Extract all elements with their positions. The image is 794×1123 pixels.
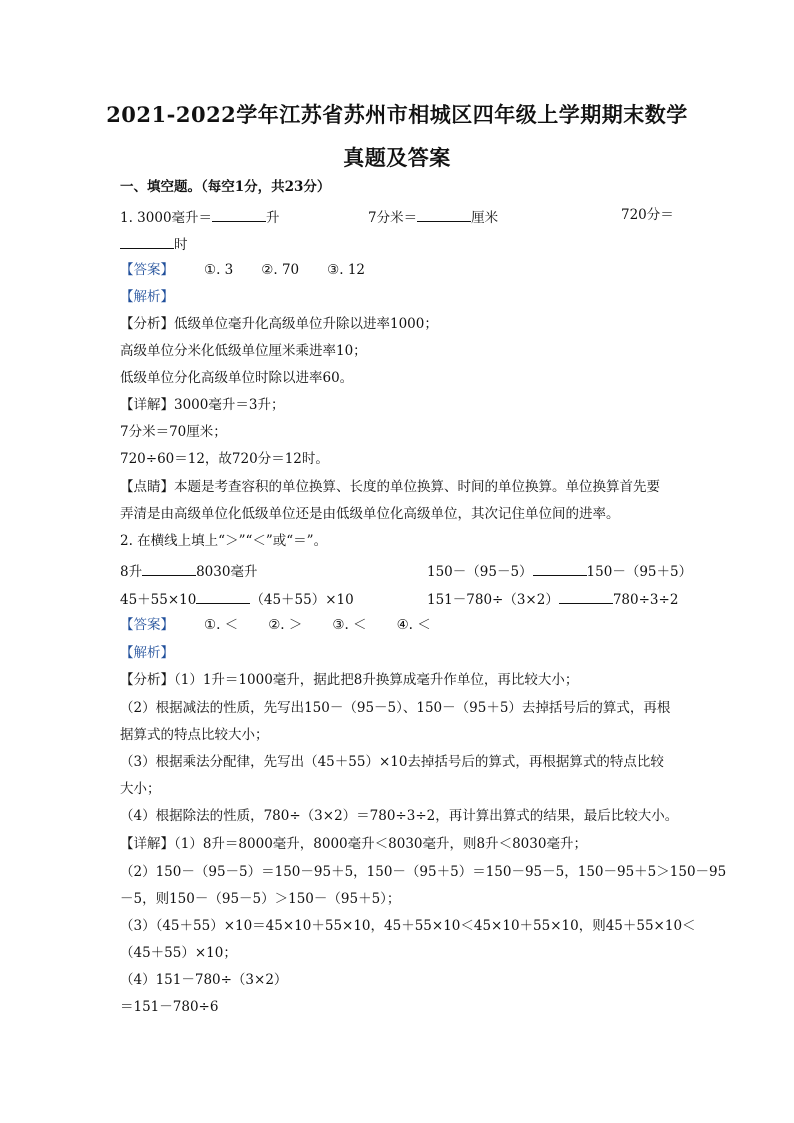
q1-part-a-unit: 升 (266, 210, 280, 226)
q2-row1-a (120, 563, 257, 580)
analysis-text: （1）1升＝1000毫升，据此把8升换算成毫升作单位，再比较大小； (174, 672, 579, 688)
analysis-line (120, 318, 438, 332)
q2-expr: 45＋55×10 (120, 592, 197, 608)
answer-1: ①. ＜ (204, 617, 239, 633)
analysis-line: （2）根据减法的性质，先写出150－（95－5）、150－（95＋5）去掉括号后的算式，再根 (120, 700, 671, 716)
section-heading: 一、填空题。（每空1分，共23分） (120, 179, 331, 195)
question-1-row (120, 209, 280, 226)
q1-answer-row (120, 264, 365, 278)
q1-part-c-unit: 时 (174, 237, 188, 253)
detail-line: （45＋55）×10； (120, 945, 237, 961)
answer-2: ②. 70 (261, 262, 300, 278)
detail-line: 720÷60＝12，故720分＝12时。 (120, 451, 329, 467)
dianjing-text: 本题是考查容积的单位换算、长度的单位换算、时间的单位换算。单位换算首先要 (174, 479, 660, 495)
answer-blank (417, 209, 471, 222)
q2-row1-b (427, 563, 692, 580)
question-1-part-c-continued (120, 236, 188, 253)
answer-blank (120, 236, 174, 249)
q1-part-c-text: 720分＝ (621, 207, 674, 223)
detail-text: 3000毫升＝3升； (174, 397, 285, 413)
q2-row2-a (120, 591, 354, 608)
answer-blank (196, 591, 250, 604)
q2-expr: 780÷3÷2 (612, 592, 679, 608)
q2-expr: 151－780÷（3×2） (427, 592, 559, 608)
detail-line (120, 838, 587, 852)
q2-expr: 150－（95＋5） (586, 564, 693, 580)
answer-blank (212, 209, 266, 222)
detail-line (120, 399, 284, 413)
dianjing-line: 弄清是由高级单位化低级单位还是由低级单位化高级单位，其次记住单位间的进率。 (120, 506, 620, 522)
answer-blank (559, 591, 613, 604)
analysis-label: 【分析】 (120, 672, 174, 688)
detail-line: 7分米＝70厘米； (120, 424, 227, 440)
analysis-text: 低级单位毫升化高级单位升除以进率1000； (174, 316, 438, 332)
detail-line: ＝151－780÷6 (120, 999, 219, 1015)
q2-expr: （45＋55）×10 (250, 592, 354, 608)
q2-expr: 150－（95－5） (427, 564, 533, 580)
answer-label: 【答案】 (120, 617, 174, 633)
analysis-line: （4）根据除法的性质，780÷（3×2）＝780÷3÷2，再计算出算式的结果，最后比较大小。 (120, 808, 679, 824)
dianjing-line (120, 481, 660, 495)
detail-line: －5，则150－（95－5）＞150－（95＋5）； (120, 891, 401, 907)
analysis-line: 低级单位分化高级单位时除以进率60。 (120, 370, 354, 386)
jiexi-label: 【解析】 (120, 645, 174, 661)
question-1-part-b (368, 209, 498, 226)
detail-label: 【详解】 (120, 397, 174, 413)
q1-part-b-unit: 厘米 (471, 210, 499, 226)
detail-label: 【详解】 (120, 836, 174, 852)
q2-row2-b (427, 591, 678, 608)
analysis-line: （3）根据乘法分配律，先写出（45＋55）×10去掉括号后的算式，再根据算式的特点比较 (120, 754, 664, 770)
document-title-line1: 2021-2022学年江苏省苏州市相城区四年级上学期期末数学 (106, 102, 688, 127)
answer-blank (533, 563, 587, 576)
answer-2: ②. ＞ (268, 617, 303, 633)
document-title-line2: 真题及答案 (343, 145, 451, 170)
detail-line: （2）150－（95－5）＝150－95＋5，150－（95＋5）＝150－95－5，150－95＋5＞150－95 (120, 864, 727, 880)
answer-1: ①. 3 (204, 262, 234, 278)
q2-answer-row (120, 619, 431, 633)
detail-line: （3）（45＋55）×10＝45×10＋55×10，45＋55×10＜45×10＋55×10，则45＋55×10＜ (120, 918, 696, 934)
detail-text: （1）8升＝8000毫升，8000毫升＜8030毫升，则8升＜8030毫升； (174, 836, 587, 852)
q2-expr: 8升 (120, 564, 143, 580)
analysis-line: 大小； (120, 781, 161, 797)
answer-blank (142, 563, 196, 576)
answer-label: 【答案】 (120, 262, 174, 278)
analysis-label: 【分析】 (120, 316, 174, 332)
jiexi-label: 【解析】 (120, 289, 174, 305)
answer-3: ③. 12 (327, 262, 366, 278)
detail-line: （4）151－780÷（3×2） (120, 972, 288, 988)
answer-3: ③. ＜ (332, 617, 367, 633)
q2-expr: 8030毫升 (196, 564, 258, 580)
question-2-stem: 2. 在横线上填上“＞”“＜”或“＝”。 (120, 533, 328, 549)
answer-4: ④. ＜ (396, 617, 431, 633)
analysis-line (120, 674, 578, 688)
analysis-line: 高级单位分米化低级单位厘米乘进率10； (120, 343, 367, 359)
q1-part-a-text: 1. 3000毫升＝ (120, 210, 213, 226)
dianjing-label: 【点睛】 (120, 479, 174, 495)
q1-part-b-text: 7分米＝ (368, 210, 418, 226)
analysis-line: 据算式的特点比较大小； (120, 727, 269, 743)
